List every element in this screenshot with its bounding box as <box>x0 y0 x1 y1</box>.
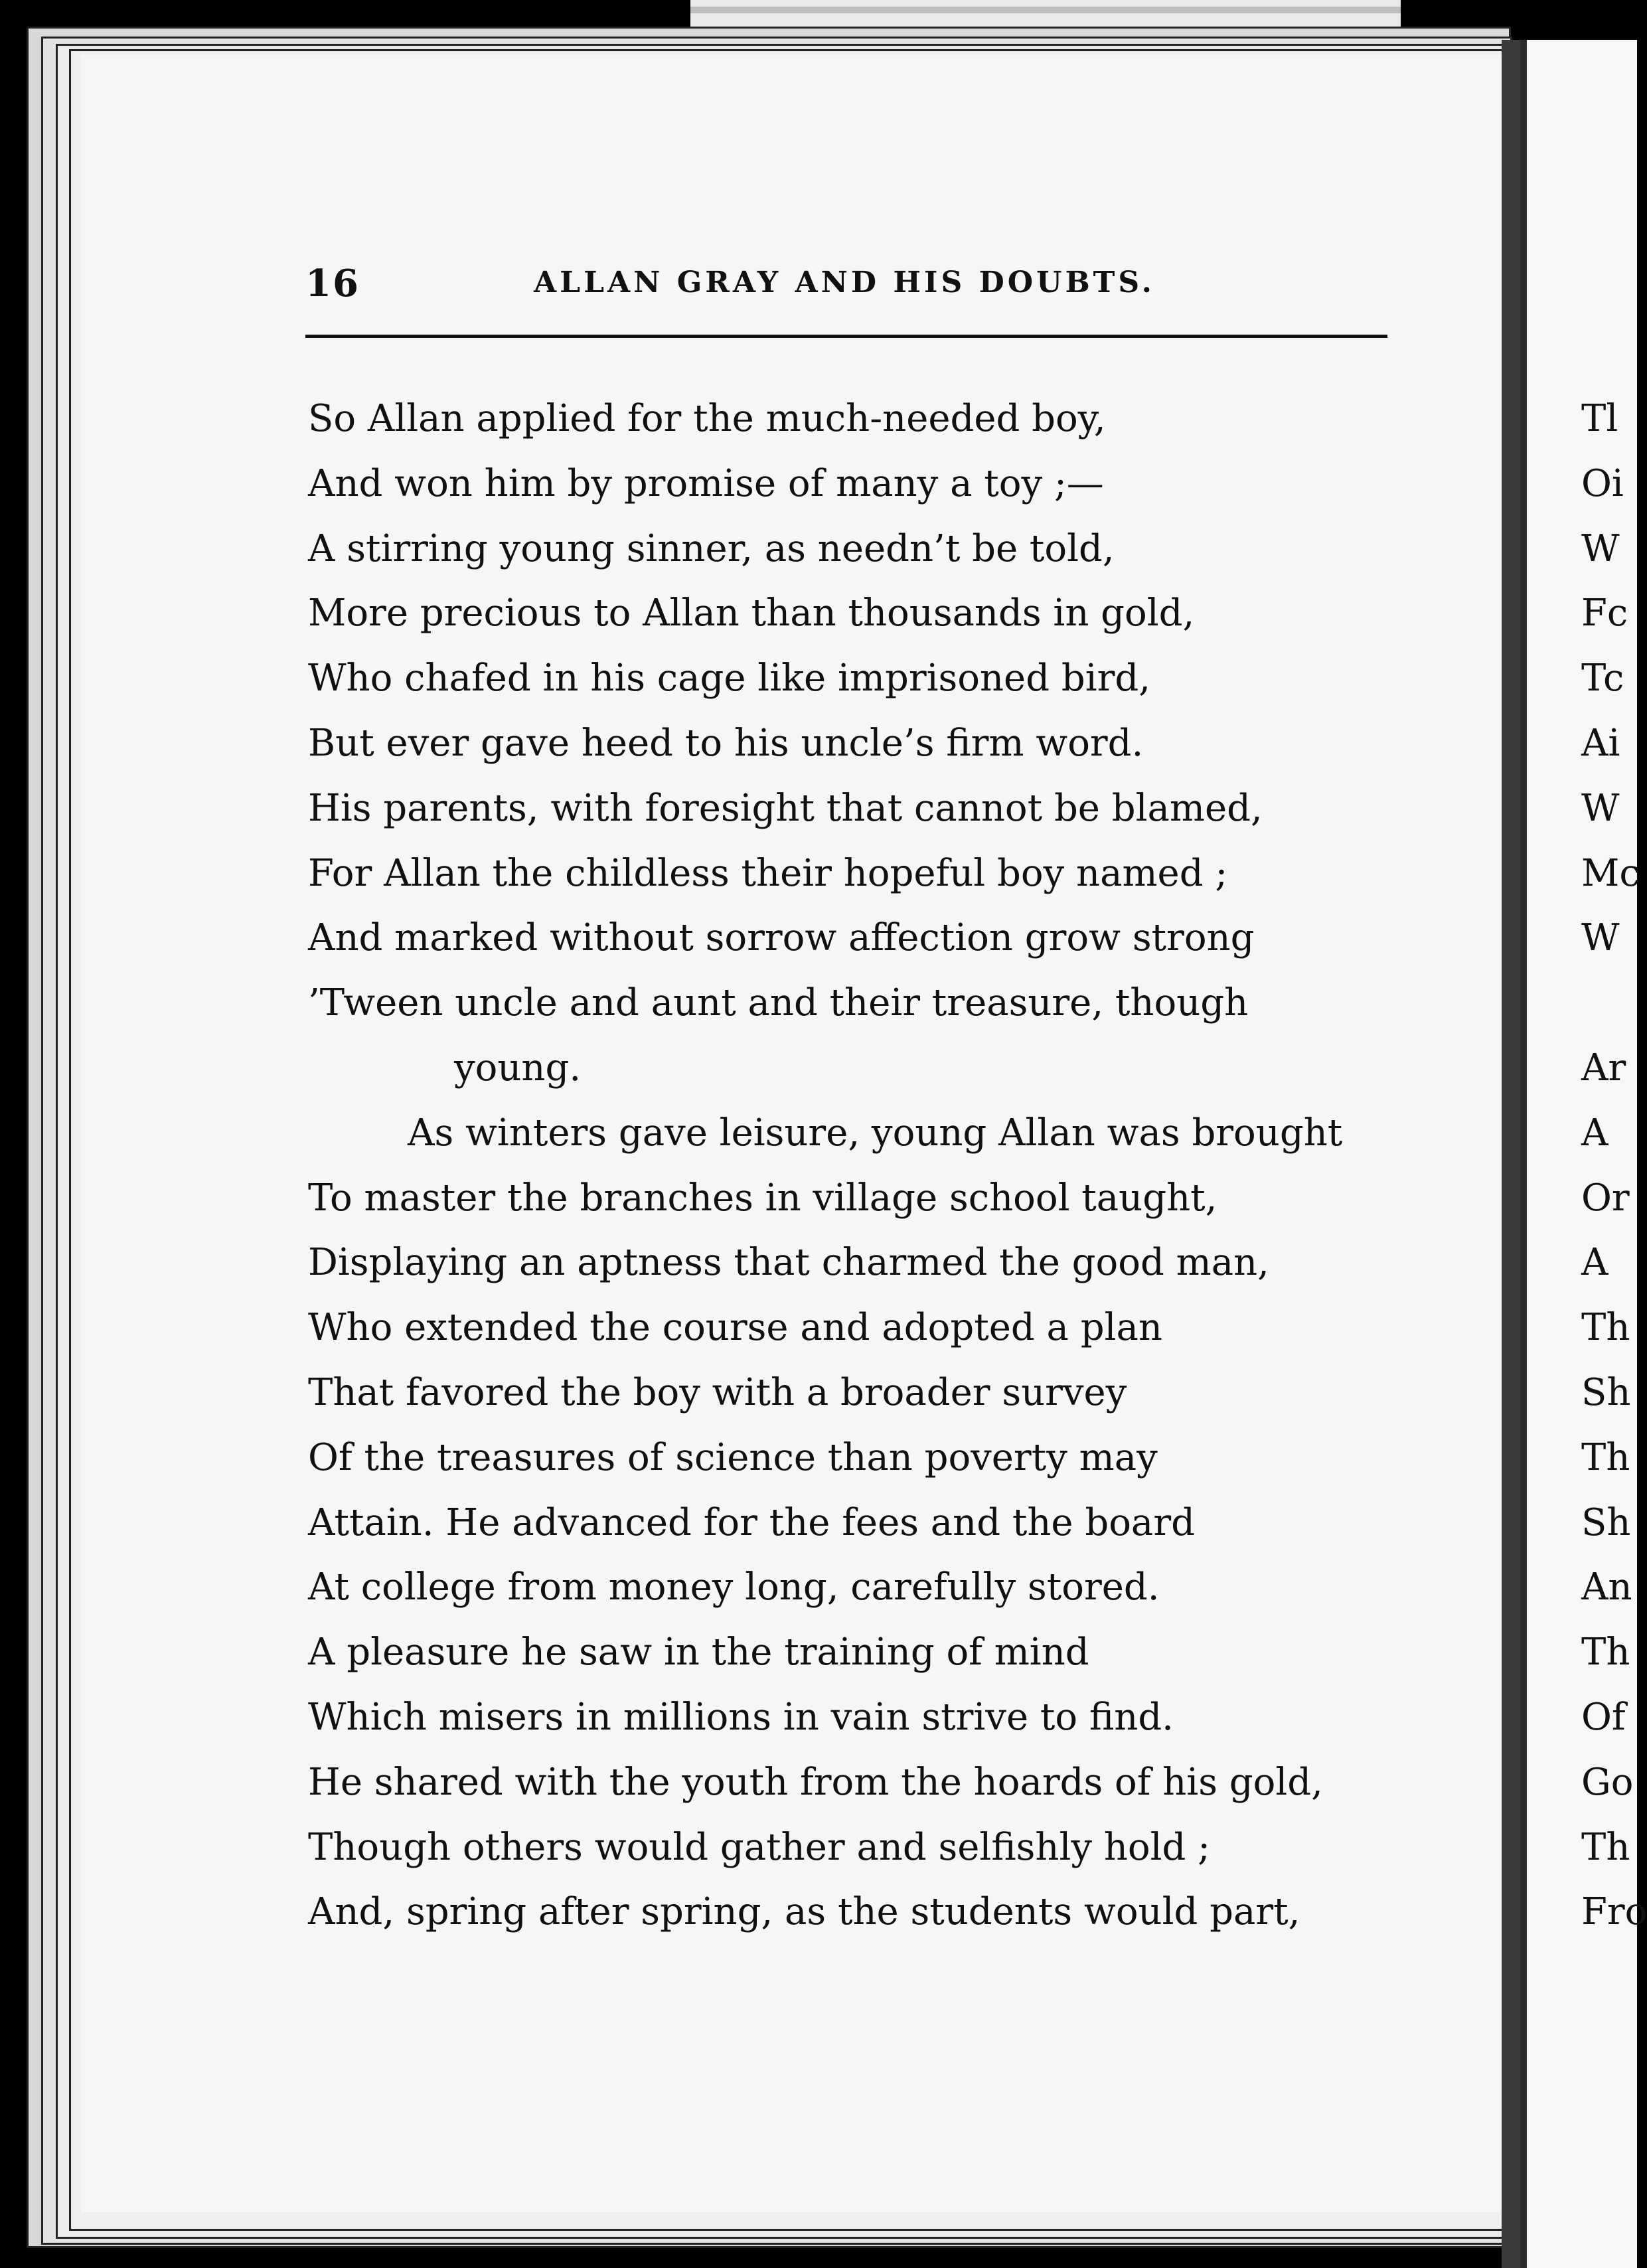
verse-line: Of the treasures of science than poverty may <box>308 1435 1158 1479</box>
fragment-line: An <box>1581 1566 1632 1609</box>
verse-line: More precious to Allan than thousands in gold, <box>308 592 1195 635</box>
verse-line: And marked without sorrow affection grow strong <box>308 916 1255 960</box>
verse-line: His parents, with foresight that cannot be blamed, <box>308 786 1263 830</box>
facing-page-fragments <box>1581 386 1647 1945</box>
verse-line: A stirring young sinner, as needn’t be told, <box>308 526 1115 570</box>
fragment-line: Sh <box>1581 1370 1631 1414</box>
verse-line-indented: As winters gave leisure, young Allan was brought <box>408 1111 1343 1155</box>
fragment-line: Th <box>1581 1631 1630 1674</box>
fragment-line <box>1581 971 1630 1036</box>
page-number: 16 <box>305 262 360 305</box>
fragment-line: Sh <box>1581 1500 1631 1544</box>
fragment-line: Or <box>1581 1176 1630 1220</box>
verse-line: He shared with the youth from the hoards of his gold, <box>308 1760 1323 1804</box>
verse-line: Though others would gather and selfishly hold ; <box>308 1825 1211 1869</box>
verse-line: A pleasure he saw in the training of mind <box>308 1631 1089 1674</box>
page-header <box>226 258 1387 311</box>
verse-line: Who extended the course and adopted a plan <box>308 1306 1162 1350</box>
fragment-line: Oi <box>1581 461 1624 505</box>
fragment-line: W <box>1581 786 1620 830</box>
strip-shadow <box>690 7 1401 13</box>
running-head: ALLAN GRAY AND HIS DOUBTS. <box>534 266 1155 299</box>
verse-line: At college from money long, carefully stored. <box>308 1566 1160 1609</box>
fragment-line: W <box>1581 916 1620 960</box>
verse-line: So Allan applied for the much-needed boy, <box>308 397 1106 440</box>
fragment-line: Fc <box>1581 592 1628 635</box>
fragment-line: Th <box>1581 1306 1630 1350</box>
verse-line: Who chafed in his cage like imprisoned bird, <box>308 657 1151 700</box>
verse-block <box>308 386 1437 1945</box>
verse-line: ’Tween uncle and aunt and their treasure, though <box>308 981 1249 1025</box>
fragment-line: Mc <box>1581 851 1640 895</box>
book-gutter <box>1502 40 1520 2268</box>
verse-line: But ever gave heed to his uncle’s firm word. <box>308 721 1144 765</box>
fragment-line: W <box>1581 526 1620 570</box>
fragment-line: Ar <box>1581 1046 1626 1090</box>
fragment-line: A <box>1581 1241 1608 1285</box>
fragment-line: Ai <box>1581 721 1620 765</box>
verse-line: And, spring after spring, as the students would part, <box>308 1890 1300 1934</box>
verse-line: To master the branches in village school taught, <box>308 1176 1217 1220</box>
verse-line: Attain. He advanced for the fees and the board <box>308 1500 1195 1544</box>
fragment-line: Th <box>1581 1825 1630 1869</box>
header-rule <box>305 335 1387 338</box>
verse-line: For Allan the childless their hopeful boy named ; <box>308 851 1228 895</box>
verse-line-turnover: young. <box>454 1046 582 1090</box>
verse-line: Which misers in millions in vain strive to find. <box>308 1695 1174 1739</box>
fragment-line: Th <box>1581 1435 1630 1479</box>
fragment-line: Tl <box>1581 397 1618 440</box>
verse-line: Displaying an aptness that charmed the good man, <box>308 1241 1269 1285</box>
fragment-line: A <box>1581 1111 1608 1155</box>
fragment-line: Tc <box>1581 657 1624 700</box>
fragment-line: Of <box>1581 1695 1626 1739</box>
fragment-line: Fro <box>1581 1890 1647 1934</box>
verse-line: That favored the boy with a broader survey <box>308 1370 1127 1414</box>
fragment-line: Go <box>1581 1760 1634 1804</box>
verse-line: And won him by promise of many a toy ;— <box>308 461 1104 505</box>
